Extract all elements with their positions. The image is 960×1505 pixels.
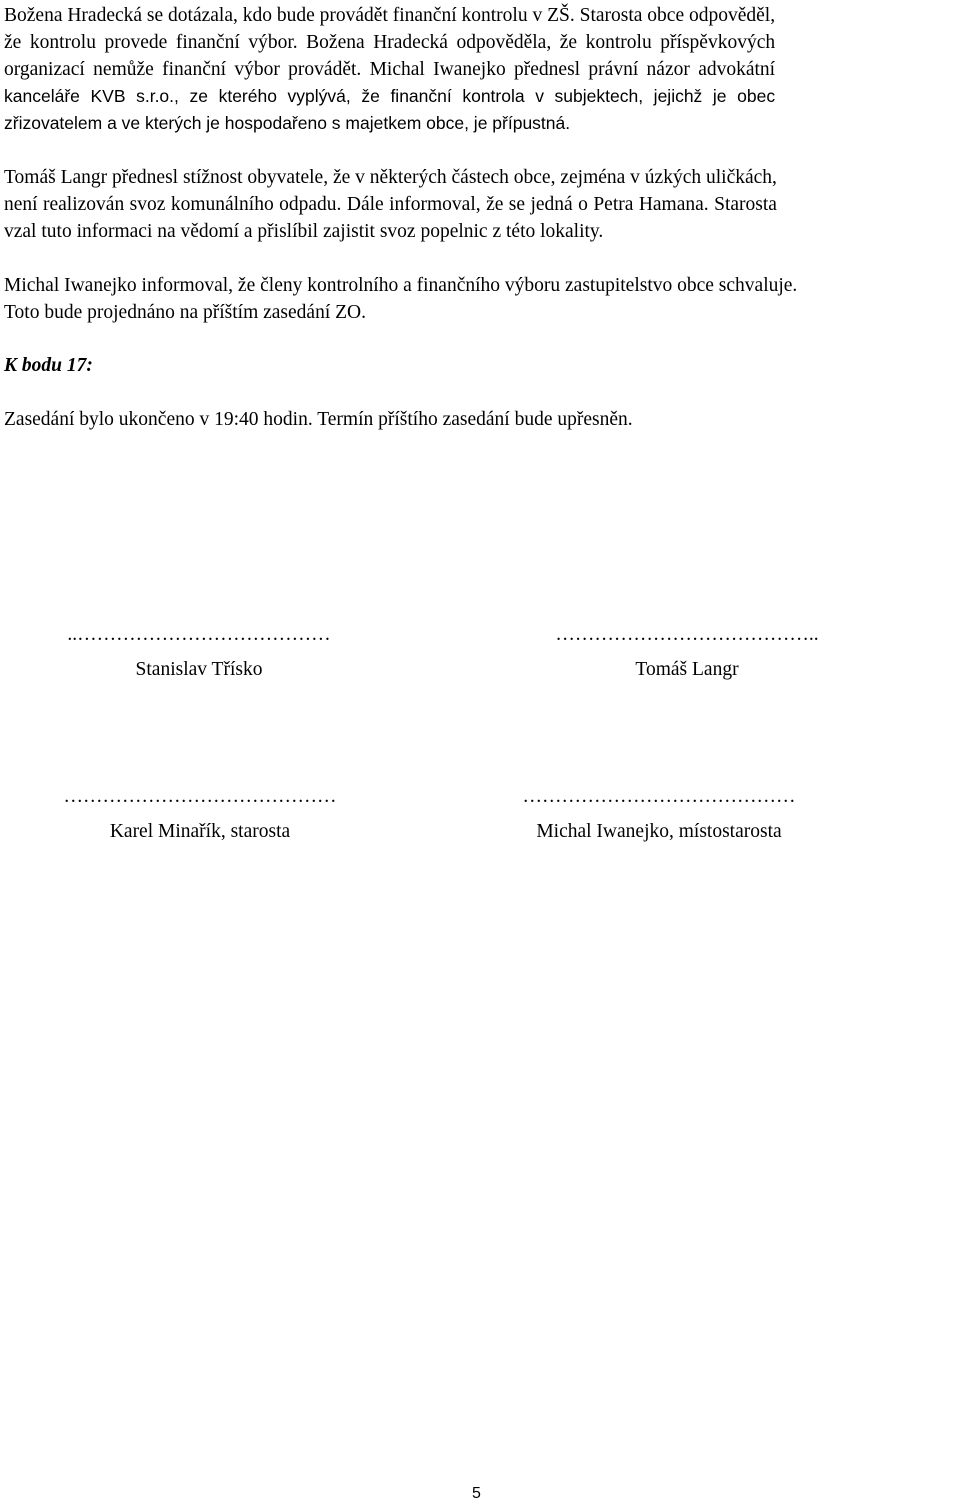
paragraph-line: vzal tuto informaci na vědomí a přislíbil zajistit svoz popelnic z této lokality. xyxy=(4,221,604,242)
paragraph-line: není realizován svoz komunálního odpadu. Dále informoval, že se jedná o Petra Hamana. Starosta xyxy=(4,194,777,215)
signature-line: ………………………………….. xyxy=(555,624,819,645)
paragraph-waste-complaint xyxy=(4,164,777,245)
signature-block xyxy=(464,783,854,845)
paragraph-committee-members xyxy=(4,272,797,326)
closing-statement: Zasedání bylo ukončeno v 19:40 hodin. Termín příštího zasedání bude upřesněn. xyxy=(4,409,633,430)
signature-block xyxy=(4,783,396,845)
signatory-name: Karel Minařík, starosta xyxy=(109,821,291,842)
signatory-name: Michal Iwanejko, místostarosta xyxy=(536,821,782,842)
paragraph-financial-control xyxy=(4,2,775,137)
agenda-item-heading: K bodu 17: xyxy=(4,355,93,376)
signature-block xyxy=(452,621,922,683)
paragraph-line: kanceláře KVB s.r.o., ze kterého vyplývá, že finanční kontrola v subjektech, jejichž je obec xyxy=(4,86,776,106)
paragraph-line: Tomáš Langr přednesl stížnost obyvatele, že v některých částech obce, zejména v úzkých uličkách, xyxy=(4,167,777,188)
signatory-name: Stanislav Třísko xyxy=(135,659,263,680)
paragraph-line: Michal Iwanejko informoval, že členy kontrolního a finančního výboru zastupitelstvo obce schvaluje. xyxy=(4,275,798,296)
signature-line: ..………………………………… xyxy=(67,624,331,645)
signature-line: …………………………………… xyxy=(522,786,796,807)
signature-line: …………………………………… xyxy=(63,786,337,807)
signatory-name: Tomáš Langr xyxy=(635,659,739,680)
paragraph-line: Božena Hradecká se dotázala, kdo bude provádět finanční kontrolu v ZŠ. Starosta obce odpověděl, xyxy=(4,5,776,26)
page-number: 5 xyxy=(472,1485,481,1502)
signature-block xyxy=(4,621,394,683)
paragraph-line: že kontrolu provede finanční výbor. Božena Hradecká odpověděla, že kontrolu příspěvkových xyxy=(4,32,776,53)
paragraph-line: Toto bude projednáno na příštím zasedání ZO. xyxy=(4,302,366,323)
paragraph-line: zřizovatelem a ve kterých je hospodařeno s majetkem obce, je přípustná. xyxy=(4,113,571,133)
paragraph-line: organizací nemůže finanční výbor provádět. Michal Iwanejko přednesl právní názor advokátní xyxy=(4,59,776,80)
